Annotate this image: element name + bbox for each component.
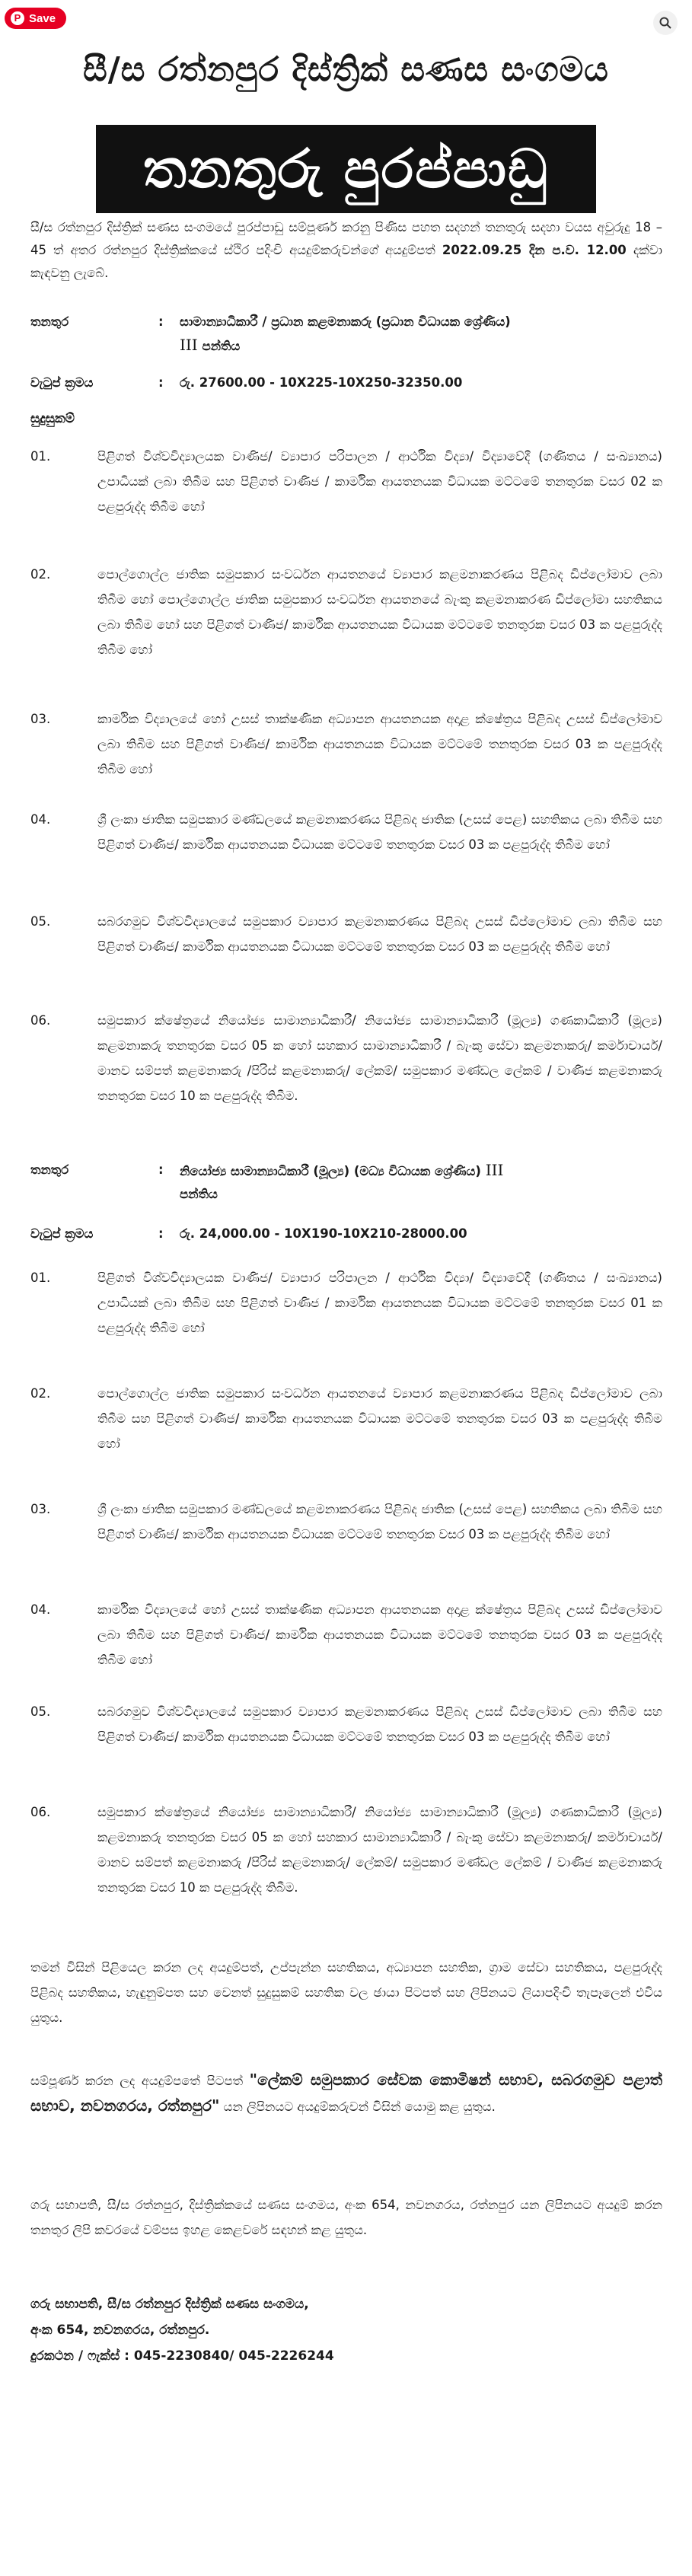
item-number: 02. xyxy=(30,567,51,582)
item-text: කාර්මික විද්‍යාලයේ හෝ උසස් තාක්ෂණික අධ්‍යාපන ආයතනයක අදාළ ක්ෂේත්‍රය පිළිබද උසස් ඩිප්ලෝමාව ලබා තිබීම සහ පිළිගත් වාණිජ/ කාර්මික ආයතනයක විධායක මට්ටමේ තනතුරක වසර 03 ක පළපුරුද්ද තිබීම හෝ xyxy=(97,712,662,776)
post2-qualification-6 xyxy=(30,1800,662,1900)
item-text: ශ්‍රී ලංකා ජාතික සමුපකාර මණ්ඩලයේ කළමනාකරණය පිළිබද ජාතික (උසස් පෙළ) සහතිකය ලබා තිබීම සහ පිළිගත් වාණිජ/ කාර්මික ආයතනයක විධායක මට්ටමේ තනතුරක වසර 03 ක පළපුරුද්ද තිබීම හෝ xyxy=(97,1502,662,1541)
post2-qualification-4 xyxy=(30,1597,662,1672)
item-text: සමුපකාර ක්ෂේත්‍රයේ නියෝජ්‍ය සාමාන්‍යාධිකාරී/ නියෝජ්‍ය සාමාන්‍යාධිකාරී (මූල්‍ය) ගණකාධිකාරී (මූල්‍ය) කළමනාකරු තනතුරක වසර 05 ක හෝ සහකාර සාමාන්‍යාධිකාරී / බැංකු සේවා කළමනාකරු/ කර්මාචාර්ය/ මානව සම්පත් කළමනාකරු /පිරිස් කළමනාකරු/ ලේකම්/ සමුපකාර මණ්ඩල ලේකම් / වාණිජ කළමනාකරු තනතුරක වසර 10 ක පළපුරුද්ද තිබීම. xyxy=(97,1805,662,1895)
submission-address: "ලේකම් සමුපකාර සේවක කොමිෂන් සභාව, සබරගමුව පළාත් සභාව, නවනගරය, රත්නපුර" xyxy=(30,2071,662,2115)
intro-paragraph xyxy=(30,216,662,285)
post2-qualification-5 xyxy=(30,1699,662,1749)
envelope-paragraph: ගරු සභාපති, සී/ස රත්නපුර, දිස්ත්‍රික්කයේ සණස සංගමය, අංක 654, නවනගරය, රත්නපුර යන ලිපිනයට අයදුම් කරන තනතුර ලිපි කවරයේ වම්පස ඉහළ කෙළවරේ සඳහන් කළ යුතුය. xyxy=(30,2198,662,2237)
post2-title xyxy=(180,1159,662,1206)
post1-title xyxy=(180,311,662,358)
item-text: ශ්‍රී ලංකා ජාතික සමුපකාර මණ්ඩලයේ කළමනාකරණය පිළිබද ජාතික (උසස් පෙළ) සහතිකය ලබා තිබීම සහ පිළිගත් වාණිජ/ කාර්මික ආයතනයක විධායක මට්ටමේ තනතුරක වසර 03 ක පළපුරුද්ද තිබීම හෝ xyxy=(97,812,662,852)
pinterest-save-button[interactable] xyxy=(5,8,66,29)
colon: : xyxy=(158,1162,164,1177)
item-text: පොල්ගොල්ල ජාතික සමුපකාර සංවර්ධන ආයතනයේ ව්‍යාපාර කළමනාකරණය පිළිබද ඩිප්ලෝමාව ලබා තිබීම සහ පිළිගත් වාණිජ/ කාර්මික ආයතනයක විධායක මට්ටමේ තනතුරක වසර 03 ක පළපුරුද්ද තිබීම හෝ xyxy=(97,1386,662,1451)
post-label: තනතුර xyxy=(30,1162,69,1177)
item-number: 04. xyxy=(30,1602,51,1617)
documents-paragraph: තමන් විසින් පිළියෙල කරන ලද අයදුම්පත්, උප්පැන්න සහතිකය, අධ්‍යාපන සහතික, ග්‍රාම සේවා සහතිකය, පළපුරුද්ද පිළිබද සහතිකය, හැඳුනුම්පත සහ වෙනත් සුදුසුකම් සහතික වල ඡායා පිටපත් සහ ලිපිනයට ලියාපදිංචි තැපෑලෙන් එවිය යුතුය. xyxy=(30,1960,662,2025)
post1-qualification-2 xyxy=(30,562,662,662)
post2-qualification-3 xyxy=(30,1497,662,1547)
item-text: සබරගමුව විශ්වවිද්‍යාලයේ සමුපකාර ව්‍යාපාර කළමනාකරණය පිළිබද උසස් ඩිප්ලෝමාව ලබා තිබීම සහ පිළිගත් වාණිජ/ කාර්මික ආයතනයක විධායක මට්ටමේ තනතුරක වසර 03 ක පළපුරුද්ද තිබීම හෝ xyxy=(97,1704,662,1744)
item-number: 03. xyxy=(30,712,51,726)
signature-line-1: ගරු සභාපති, සී/ස රත්නපුර දිස්ත්‍රික් සණස සංගමය, xyxy=(30,2297,309,2312)
zoom-icon[interactable] xyxy=(653,11,678,35)
post1-qualification-3 xyxy=(30,706,662,782)
post1-qualification-4 xyxy=(30,807,662,857)
colon: : xyxy=(158,375,164,390)
signature-address: අංක 654, නවනගරය, රත්නපුර. xyxy=(30,2323,210,2338)
pinterest-icon: P xyxy=(11,11,24,25)
banner-text: තනතුරු පුරප්පාඩු xyxy=(143,137,549,200)
post1-qualification-1 xyxy=(30,444,662,519)
post1-title-text: සාමාන්‍යාධිකාරී / ප්‍රධාන කළමනාකරු (ප්‍රධාන විධායක ශ්‍රේණිය) xyxy=(180,314,511,329)
item-number: 01. xyxy=(30,1270,51,1285)
organization-title: සී/ස රත්නපුර දිස්ත්‍රික් සණස සංගමය xyxy=(83,50,609,89)
post2-salary: රු. 24,000.00 - 10X190-10X210-28000.00 xyxy=(180,1226,467,1241)
post1-salary: රු. 27600.00 - 10X225-10X250-32350.00 xyxy=(180,375,463,390)
salary-label: වැටුප් ක්‍රමය xyxy=(30,1226,94,1241)
submission-paragraph xyxy=(30,2067,662,2119)
item-text: සමුපකාර ක්ෂේත්‍රයේ නියෝජ්‍ය සාමාන්‍යාධිකාරී/ නියෝජ්‍ය සාමාන්‍යාධිකාරී (මූල්‍ය) ගණකාධිකාරී (මූල්‍ය) කළමනාකරු තනතුරක වසර 05 ක හෝ සහකාර සාමාන්‍යාධිකාරී / බැංකු සේවා කළමනාකරු/ කර්මාචාර්ය/ මානව සම්පත් කළමනාකරු /පිරිස් කළමනාකරු/ ලේකම්/ සමුපකාර මණ්ඩල ලේකම් / වාණිජ කළමනාකරු තනතුරක වසර 10 ක පළපුරුද්ද තිබීම. xyxy=(97,1013,662,1103)
item-number: 03. xyxy=(30,1502,51,1516)
item-number: 06. xyxy=(30,1805,51,1819)
post2-class-word: පන්තිය xyxy=(180,1187,218,1201)
save-label: Save xyxy=(29,11,56,25)
post1-title-row xyxy=(30,311,662,364)
signature-block xyxy=(30,2291,662,2369)
intro-text: සී/ස රත්නපුර දිස්ත්‍රික් සණස සංගමයේ පුරප්පාඩු සම්පූර්ණ කරනු පිණිස පහත සදහන් තනතුරු සදහා වයස අවුරුදු 18 – 45 ත් අතර රත්නපුර දිස්ත්‍රික්කයේ ස්ථිර පදිංචි අයදුම්කරුවන්ගේ අයදුම්පත් xyxy=(30,220,662,257)
post-label: තනතුර xyxy=(30,314,69,329)
post2-qualification-2 xyxy=(30,1381,662,1456)
post1-qualification-5 xyxy=(30,909,662,959)
intro-text-end: දක්වා කැඳවනු ලැබේ. xyxy=(30,243,662,280)
item-number: 06. xyxy=(30,1013,51,1028)
post2-title-text: නියෝජ්‍ය සාමාන්‍යාධිකාරී (මූල්‍ය) (මධ්‍ය විධායක ශ්‍රේණිය) xyxy=(180,1164,481,1178)
item-text: සබරගමුව විශ්වවිද්‍යාලයේ සමුපකාර ව්‍යාපාර කළමනාකරණය පිළිබද උසස් ඩිප්ලෝමාව ලබා තිබීම සහ පිළිගත් වාණිජ/ කාර්මික ආයතනයක විධායක මට්ටමේ තනතුරක වසර 03 ක පළපුරුද්ද තිබීම හෝ xyxy=(97,914,662,954)
post1-qualification-6 xyxy=(30,1008,662,1108)
item-number: 04. xyxy=(30,812,51,827)
signature-phone: දුරකථන / ෆැක්ස් : 045-2230840/ 045-2226244 xyxy=(30,2348,334,2364)
post2-title-row xyxy=(30,1159,662,1212)
item-text: කාර්මික විද්‍යාලයේ හෝ උසස් තාක්ෂණික අධ්‍යාපන ආයතනයක අදාළ ක්ෂේත්‍රය පිළිබද උසස් ඩිප්ලෝමාව ලබා තිබීම සහ පිළිගත් වාණිජ/ කාර්මික ආයතනයක විධායක මට්ටමේ තනතුරක වසර 03 ක පළපුරුද්ද තිබීම හෝ xyxy=(97,1602,662,1667)
deadline: 2022.09.25 දින ප.ව. 12.00 xyxy=(442,243,627,257)
submission-text: සම්පූර්ණ කරන ලද අයදුම්පතේ පිටපත් xyxy=(30,2074,250,2088)
post1-class-numeral: III xyxy=(180,336,198,354)
qualifications-heading: සුදුසුකම් xyxy=(30,411,75,426)
item-number: 05. xyxy=(30,914,51,929)
item-number: 05. xyxy=(30,1704,51,1719)
submission-text-end: යන ලිපිනයට අයදුම්කරුවන් විසින් යොමු කළ යුතුය. xyxy=(219,2099,496,2114)
colon: : xyxy=(158,314,164,329)
item-number: 02. xyxy=(30,1386,51,1401)
item-text: පිළිගත් විශ්වවිද්‍යාලයක වාණිජ/ ව්‍යාපාර පරිපාලන / ආර්ථික විද්‍යා/ විද්‍යාවේදී (ගණිතය / සංඛ්‍යානය) උපාධියක් ලබා තිබීම සහ පිළිගත් වාණිජ / කාර්මික ආයතනයක විධායක මට්ටමේ තනතුරක වසර 01 ක පළපුරුද්ද තිබීම හෝ xyxy=(97,1270,662,1335)
item-text: පොල්ගොල්ල ජාතික සමුපකාර සංවර්ධන ආයතනයේ ව්‍යාපාර කළමනාකරණය පිළිබද ඩිප්ලෝමාව ලබා තිබීම හෝ පොල්ගොල්ල ජාතික සමුපකාර සංවර්ධන ආයතනයේ බැංකු කළමනාකරණ ඩිප්ලෝමා සහතිකය ලබා තිබීම හෝ සහ පිළිගත් වාණිජ/ කාර්මික ආයතනයක විධායක මට්ටමේ තනතුරක වසර 03 ක පළපුරුද්ද තිබීම හෝ xyxy=(97,567,662,657)
post2-class-numeral: III xyxy=(485,1161,504,1179)
vacancies-banner xyxy=(96,125,596,213)
colon: : xyxy=(158,1226,164,1241)
salary-label: වැටුප් ක්‍රමය xyxy=(30,375,94,390)
item-text: පිළිගත් විශ්වවිද්‍යාලයක වාණිජ/ ව්‍යාපාර පරිපාලන / ආර්ථික විද්‍යා/ විද්‍යාවේදී (ගණිතය / සංඛ්‍යානය) උපාධියක් ලබා තිබීම සහ පිළිගත් වාණිජ / කාර්මික ආයතනයක විධායක මට්ටමේ තනතුරක වසර 02 ක පළපුරුද්ද තිබීම හෝ xyxy=(97,449,662,514)
post1-class-word: පන්තිය xyxy=(202,339,241,353)
post2-qualification-1 xyxy=(30,1265,662,1341)
item-number: 01. xyxy=(30,449,51,464)
